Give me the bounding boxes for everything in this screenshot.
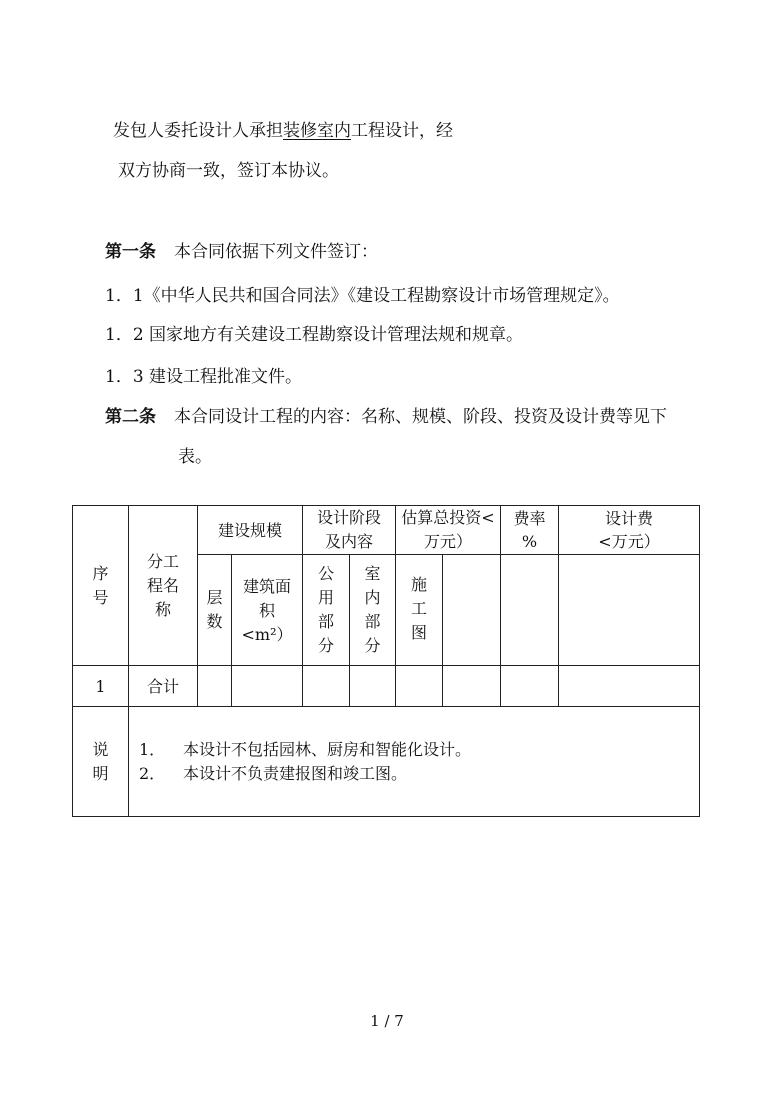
article-1-item: 1．2 国家地方有关建设工程勘察设计管理法规和规章。 <box>105 325 524 345</box>
header-construction-drawing: 施工图 <box>396 555 443 666</box>
table-cell <box>443 666 501 707</box>
article-2-label: 第二条 <box>105 407 156 427</box>
table-cell <box>350 666 396 707</box>
note-item: 2． 本设计不负责建报图和竣工图。 <box>139 763 408 783</box>
header-building-area: 建筑面积 <m²） <box>232 555 303 666</box>
header-estimated-investment: 估算总投资<万元） <box>396 506 501 555</box>
header-subproject-name: 分工程名称 <box>129 506 198 666</box>
notes-label: 说明 <box>73 707 129 817</box>
header-design-stage: 设计阶段及内容 <box>303 506 396 555</box>
table-cell <box>303 666 350 707</box>
article-2-text-continued: 表。 <box>178 447 212 467</box>
project-table <box>72 505 700 817</box>
article-2-text: 本合同设计工程的内容：名称、规模、阶段、投资及设计费等见下 <box>174 407 667 427</box>
table-cell <box>501 666 559 707</box>
table-cell <box>396 666 443 707</box>
table-cell <box>232 666 303 707</box>
article-1-label: 第一条 <box>105 242 156 262</box>
table-header-row <box>73 506 700 555</box>
intro-underlined-text: 装修室内 <box>283 121 351 141</box>
table-notes-row <box>73 707 700 817</box>
article-2-heading <box>105 405 667 429</box>
table-cell <box>198 666 232 707</box>
article-1-item: 1．1《中华人民共和国合同法》《建设工程勘察设计市场管理规定》。 <box>105 286 620 306</box>
intro-text-pre: 发包人委托设计人承担 <box>113 121 283 141</box>
row-name: 合计 <box>129 666 198 707</box>
intro-line-2: 双方协商一致，签订本协议。 <box>118 161 339 181</box>
table-cell <box>443 555 501 666</box>
page-number: 1 / 7 <box>370 1012 404 1030</box>
header-floors: 层数 <box>198 555 232 666</box>
article-1-item: 1．3 建设工程批准文件。 <box>105 367 303 387</box>
note-item: 1． 本设计不包括园林、厨房和智能化设计。 <box>139 739 472 759</box>
header-design-fee: 设计费 <万元） <box>559 506 700 555</box>
table-row <box>73 666 700 707</box>
intro-line-1 <box>113 119 453 143</box>
header-fee-rate: 费率 % <box>501 506 559 555</box>
notes-content <box>129 707 700 817</box>
header-construction-scale: 建设规模 <box>198 506 303 555</box>
header-interior-part: 室内部分 <box>350 555 396 666</box>
header-seq: 序号 <box>73 506 129 666</box>
table-cell <box>559 666 700 707</box>
intro-text-post: 工程设计，经 <box>351 121 453 141</box>
table-cell <box>501 555 559 666</box>
table-cell <box>559 555 700 666</box>
article-1-text: 本合同依据下列文件签订： <box>174 242 378 262</box>
header-public-part: 公用部分 <box>303 555 350 666</box>
article-1-heading <box>105 240 378 264</box>
row-seq: 1 <box>73 666 129 707</box>
